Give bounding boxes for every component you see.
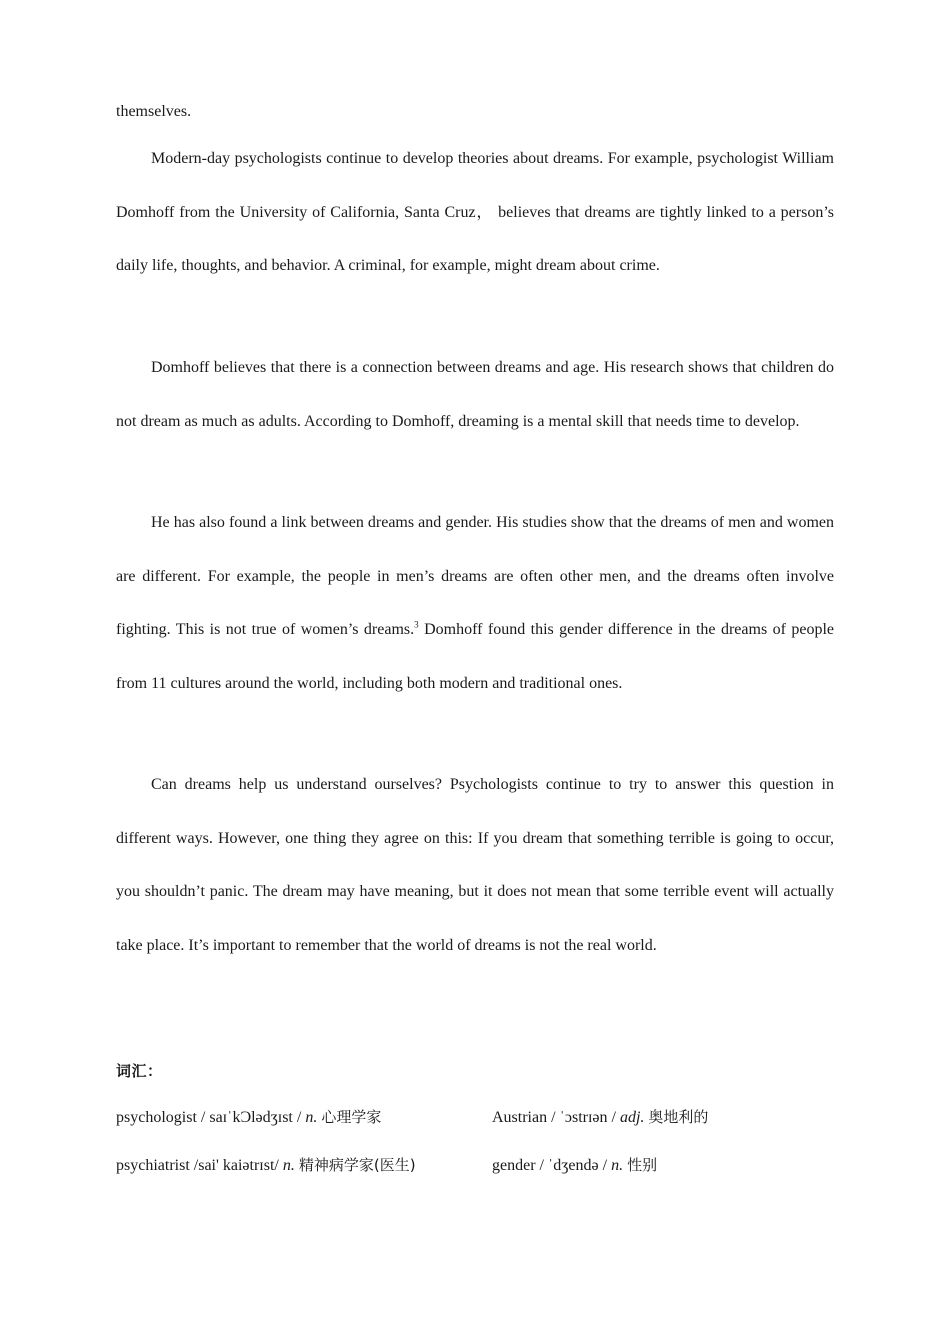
part-of-speech: n. bbox=[611, 1157, 624, 1174]
vocabulary-meaning: 心理学家 bbox=[321, 1108, 382, 1126]
vocabulary-entry bbox=[116, 1106, 381, 1127]
vocabulary-word: psychiatrist /sai' kaiətrɪst/ bbox=[116, 1157, 283, 1174]
vocabulary-entry bbox=[492, 1154, 657, 1175]
part-of-speech: n. bbox=[282, 1157, 295, 1174]
paragraph-text: Domhoff found this gender difference in the dreams of people from 11 cultures around the world, including both modern and traditional ones. bbox=[116, 621, 835, 692]
vocabulary-word: Austrian / ˈɔstrɪən / bbox=[492, 1109, 620, 1126]
part-of-speech: adj. bbox=[619, 1109, 645, 1126]
part-of-speech: n. bbox=[305, 1109, 318, 1126]
paragraph-2 bbox=[116, 132, 834, 293]
vocabulary-meaning: 奥地利的 bbox=[648, 1108, 709, 1126]
paragraph-1 bbox=[116, 85, 834, 139]
paragraph-text: Modern-day psychologists continue to develop theories about dreams. For example, psychologist William Domhoff from the University of California, Santa Cruz， believes that dreams are tightly linked to a person’s daily life, thoughts, and behavior. A criminal, for example, might dream about crime. bbox=[116, 150, 834, 274]
paragraph-text: themselves. bbox=[116, 103, 192, 120]
paragraph-3 bbox=[116, 341, 834, 448]
vocabulary-meaning: 性别 bbox=[627, 1156, 658, 1174]
vocabulary-heading: 词汇： bbox=[116, 1062, 163, 1080]
paragraph-4 bbox=[116, 496, 834, 710]
paragraph-text: He has also found a link between dreams and gender. His studies show that the dreams of men and women are different. For example, the people in men’s dreams are often other men, and the dreams often involve fighting. This is not true of women’s dreams. bbox=[116, 514, 834, 638]
vocabulary-entry bbox=[116, 1154, 416, 1175]
vocabulary-word: gender / ˈdʒendə / bbox=[492, 1157, 612, 1174]
paragraph-text: Can dreams help us understand ourselves? Psychologists continue to try to answer this question in different ways. However, one thing they agree on this: If you dream that something terrible is going to occur, you shouldn’t panic. The dream may have meaning, but it does not mean that some terrible event will actually take place. It’s important to remember that the world of dreams is not the real world. bbox=[116, 776, 834, 954]
footnote-marker[interactable]: 3 bbox=[414, 619, 419, 630]
vocabulary-word: psychologist / saɪˈkƆlədʒɪst / bbox=[116, 1109, 306, 1126]
paragraph-text: Domhoff believes that there is a connection between dreams and age. His research shows that children do not dream as much as adults. According to Domhoff, dreaming is a mental skill that needs time to develop. bbox=[116, 359, 834, 430]
paragraph-5 bbox=[116, 758, 834, 972]
vocabulary-meaning: 精神病学家(医生) bbox=[298, 1156, 416, 1174]
vocabulary-entry bbox=[492, 1106, 708, 1127]
